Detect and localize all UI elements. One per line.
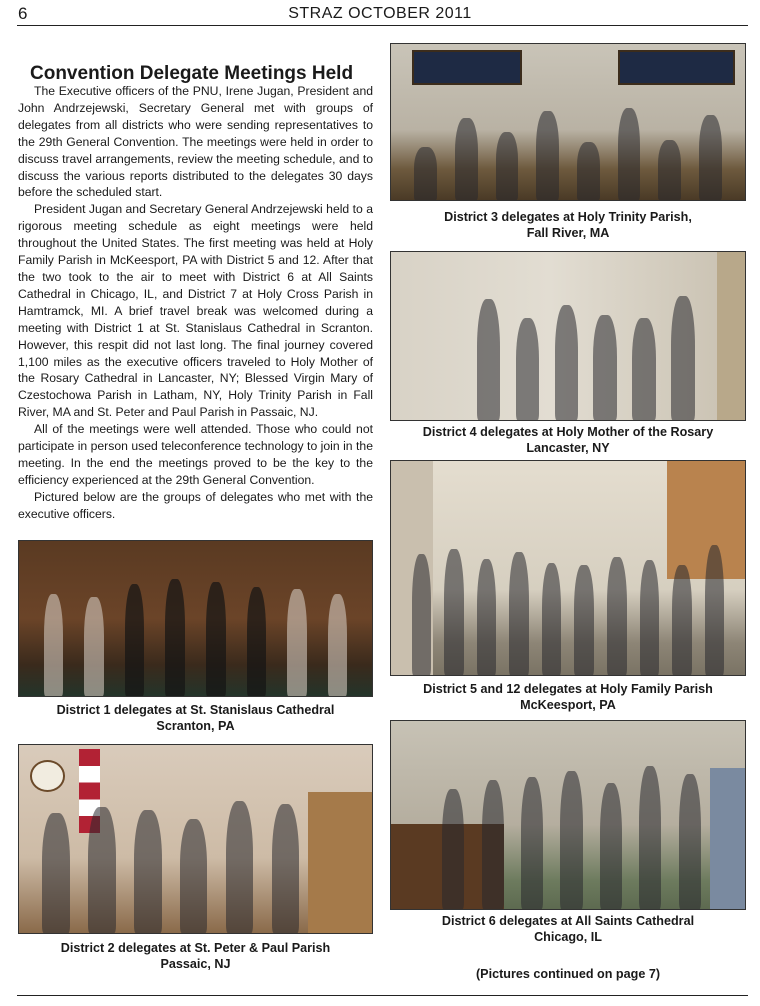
caption-district-6: District 6 delegates at All Saints Cathedral Chicago, IL [441, 914, 695, 944]
group-silhouettes [405, 103, 731, 200]
article-body [18, 83, 373, 523]
caption-district-3: District 3 delegates at Holy Trinity Parish, Fall River, MA [444, 210, 692, 240]
continued-note: (Pictures continued on page 7) [475, 967, 661, 981]
door-shape [717, 252, 745, 420]
group-silhouettes [469, 289, 703, 420]
footer-rule [17, 995, 748, 996]
photo-district-6 [390, 720, 746, 910]
article-paragraph: The Executive officers of the PNU, Irene Jugan, President and John Andrzejewski, Secretary General met with groups of delegates from all districts who were sending representatives to the 29th General Convention. The meetings were held in order to discuss travel arrangements, review the meeting schedule, and to discuss the various reports distributed to the delegates 30 days before the scheduled start. [18, 84, 373, 200]
group-silhouettes [433, 759, 709, 909]
photo-district-3 [390, 43, 746, 201]
group-silhouettes [33, 786, 308, 933]
photo-district-2 [18, 744, 373, 934]
caption-district-1: District 1 delegates at St. Stanislaus Cathedral Scranton, PA [56, 703, 335, 733]
window-shape [618, 50, 735, 85]
photo-district-5-12 [390, 460, 746, 676]
page-number: 6 [18, 4, 28, 23]
masthead: STRAZ OCTOBER 2011 [288, 5, 472, 22]
article-paragraph: Pictured below are the groups of delegates who met with the executive officers. [18, 489, 373, 521]
article-paragraph: All of the meetings were well attended. Those who could not participate in person used teleconference technology to join in the meeting. In the end the meetings proved to be the key to the efficiency experienced at the 29th General Convention. [18, 422, 373, 487]
article-headline: Convention Delegate Meetings Held [30, 62, 354, 84]
group-silhouettes [405, 538, 731, 675]
chair-shape [710, 768, 745, 909]
caption-district-5-12: District 5 and 12 delegates at Holy Family Parish McKeesport, PA [423, 682, 713, 712]
caption-district-4: District 4 delegates at Holy Mother of the Rosary Lancaster, NY [422, 425, 714, 455]
caption-district-2: District 2 delegates at St. Peter & Paul Parish Passaic, NJ [60, 941, 331, 971]
group-silhouettes [33, 569, 358, 696]
article-paragraph: President Jugan and Secretary General Andrzejewski held to a rigorous meeting schedule as eight meetings were held throughout the United States. The first meeting was held at Holy Family Parish in McKeesport, PA with District 5 and 12. After that the two took to the air to meet with District 6 at All Saints Cathedral in Chicago, IL, and District 7 at Holy Cross Parish in Hamtramck, MI. A brief travel break was welcomed during a meeting with District 1 at St. Stanislaus Cathedral in Scranton. However, this respit did not last long. The final journey covered 1,100 miles as the executive officers traveled to Holy Mother of the Rosary Cathedral in Lancaster, NY; Blessed Virgin Mary of Czestochowa Parish in Latham, NY, Holy Trinity Parish in Fall River, MA and St. Peter and Paul Parish in Passaic, NJ. [18, 202, 373, 420]
photo-district-4 [390, 251, 746, 421]
photo-district-1 [18, 540, 373, 697]
stair-rail-shape [308, 792, 372, 933]
window-shape [412, 50, 522, 85]
header-rule [17, 25, 748, 26]
